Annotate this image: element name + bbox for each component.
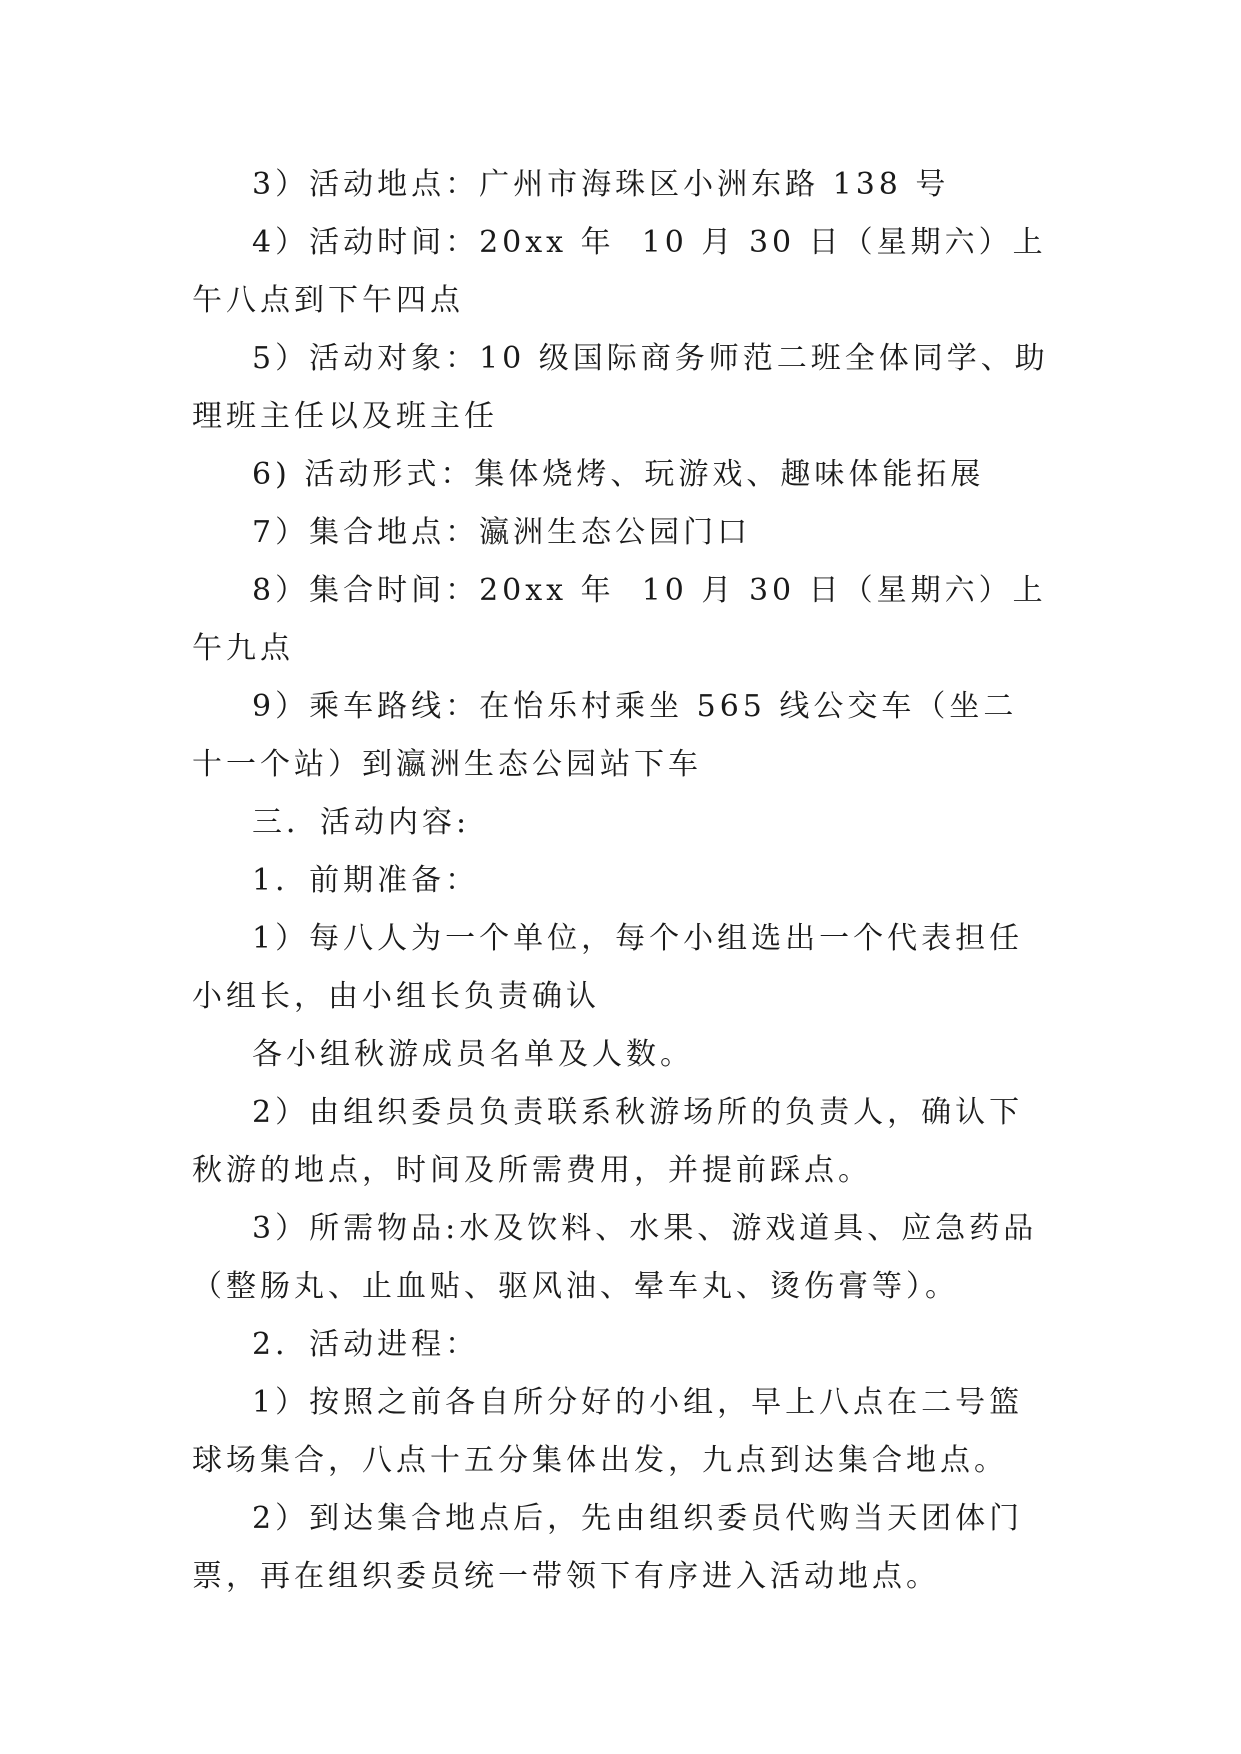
paragraph-activity-location: 3）活动地点：广州市海珠区小洲东路 138 号: [252, 167, 950, 202]
paragraph-activity-format: 6) 活动形式：集体烧烤、玩游戏、趣味体能拓展: [252, 457, 985, 492]
section-heading-activity-content: 三．活动内容:: [252, 805, 471, 840]
subsection-heading-preparation: 1．前期准备：: [252, 863, 480, 898]
paragraph-activity-participants: 5）活动对象：10 级国际商务师范二班全体同学、助理班主任以及班主任: [192, 341, 1049, 434]
paragraph-prep-contact: 2）由组织委员负责联系秋游场所的负责人，确认下秋游的地点，时间及所需费用，并提前踩点。: [192, 1095, 1024, 1188]
paragraph-prep-groups-continued: 各小组秋游成员名单及人数。: [252, 1037, 694, 1072]
paragraph-activity-time: 4）活动时间：20xx 年 10 月 30 日（星期六）上午八点到下午四点: [192, 225, 1047, 318]
paragraph-bus-route: 9）乘车路线：在怡乐村乘坐 565 线公交车（坐二十一个站）到瀛洲生态公园站下车: [192, 689, 1018, 782]
paragraph-meeting-place: 7）集合地点：瀛洲生态公园门口: [252, 515, 752, 550]
paragraph-meeting-time: 8）集合时间：20xx 年 10 月 30 日（星期六）上午九点: [192, 573, 1047, 666]
subsection-heading-process: 2．活动进程：: [252, 1327, 480, 1362]
paragraph-process-assembly: 1）按照之前各自所分好的小组，早上八点在二号篮球场集合，八点十五分集体出发，九点到达集合地点。: [192, 1385, 1024, 1478]
paragraph-prep-groups: 1）每八人为一个单位，每个小组选出一个代表担任小组长，由小组长负责确认: [192, 921, 1024, 1014]
document-body: [192, 156, 1050, 1606]
paragraph-process-entry: 2）到达集合地点后，先由组织委员代购当天团体门票，再在组织委员统一带领下有序进入活动地点。: [192, 1501, 1024, 1594]
paragraph-prep-supplies: 3）所需物品:水及饮料、水果、游戏道具、应急药品（整肠丸、止血贴、驱风油、晕车丸、烫伤膏等）。: [192, 1211, 1038, 1304]
